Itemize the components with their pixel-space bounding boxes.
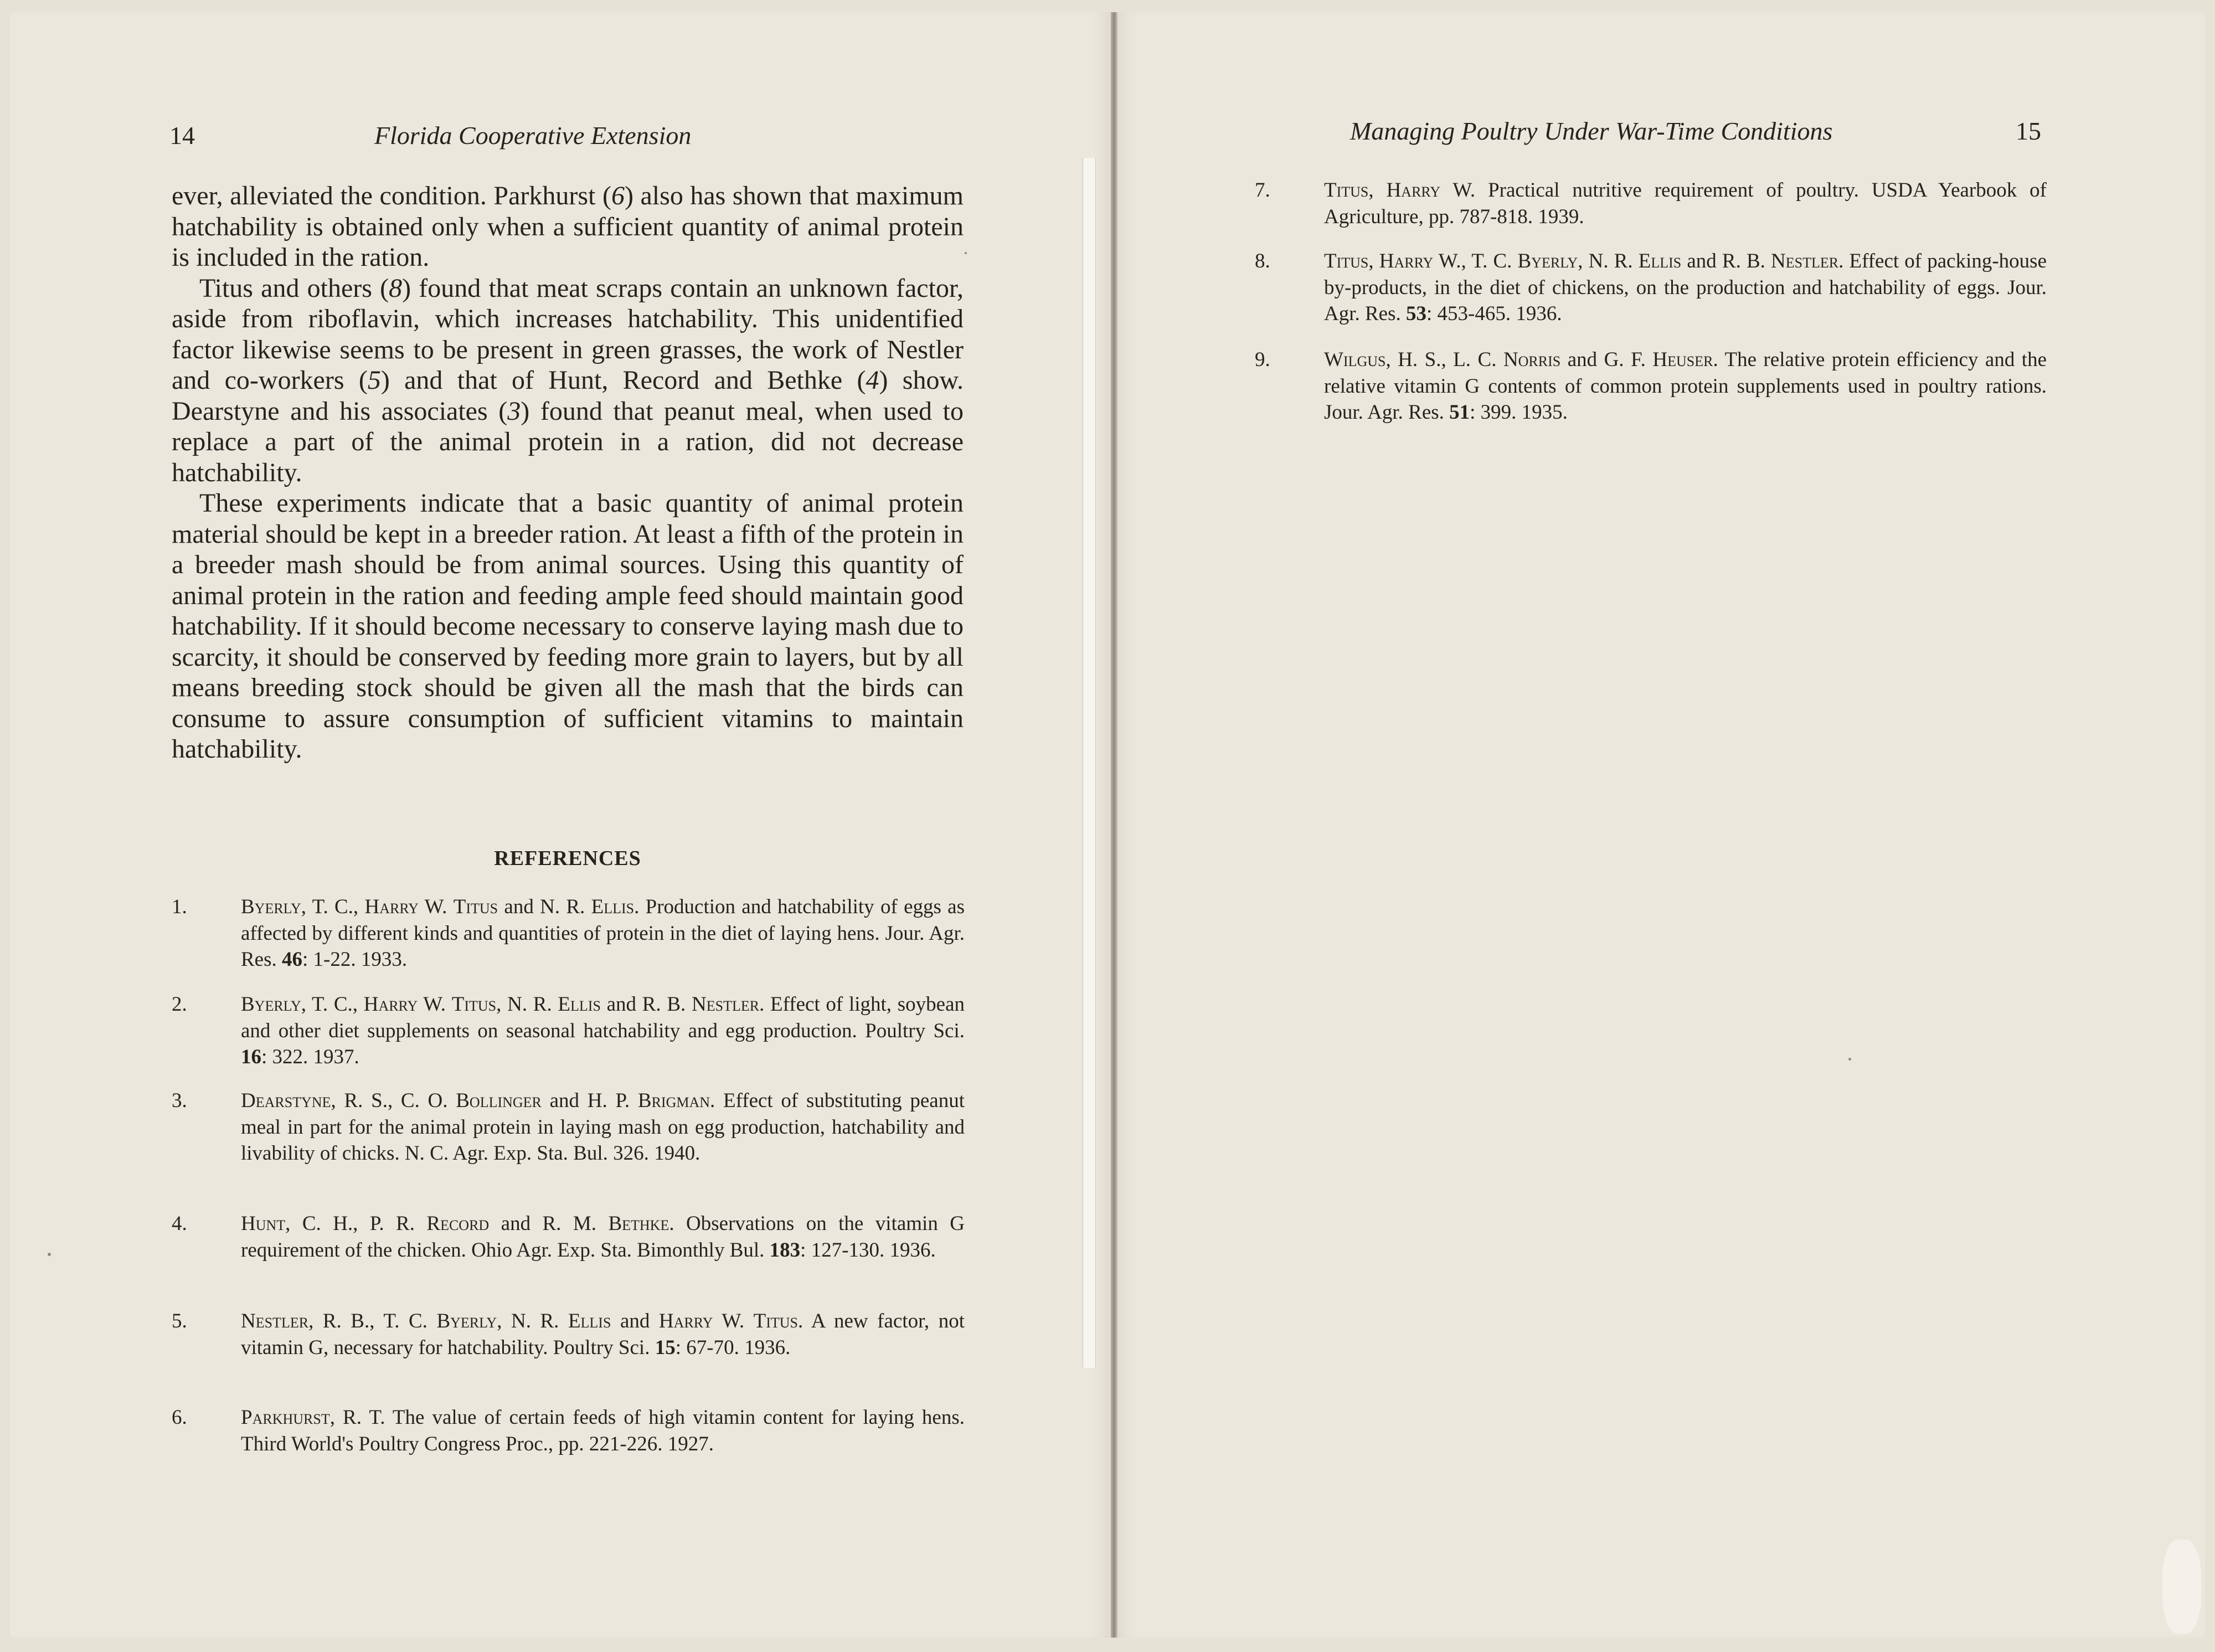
left-page-number: 14 [169,121,195,150]
text-run: , [1368,250,1379,272]
text-run: 16 [241,1046,261,1068]
text-run: : 399. 1935. [1470,401,1568,424]
references-heading: REFERENCES [494,847,641,870]
text-run: and G. F. [1560,348,1653,371]
text-run: ever, alleviated the condition. Parkhurst ( [172,181,611,210]
text-run: Titus [451,993,497,1016]
text-run: 183 [769,1238,801,1262]
reference-number: 8. [1255,250,1270,272]
text-run: Harry [1386,179,1441,202]
text-run: ) show. Dearstyne and his associates ( [172,366,964,426]
text-run: ) and that of Hunt, Record and Bethke ( [380,366,866,395]
text-run: 15 [655,1336,676,1359]
text-run: 8 [389,273,403,303]
reference-number: 5. [172,1310,187,1332]
body-paragraph [172,488,964,765]
text-run: 3 [507,396,521,426]
text-run: Titus [453,896,498,918]
reference-entry [1255,177,2047,230]
text-run: . Production and hatchability of eggs as affected by different kinds and quantities of protein in the diet of laying hens. Jour. Agr. Res. [241,896,965,971]
reference-entry [172,894,965,973]
body-paragraph [172,273,964,488]
text-run: : 1-22. 1933. [302,948,408,971]
reference-number: 6. [172,1406,187,1429]
text-run: Byerly [241,993,301,1016]
reference-number: 2. [172,993,187,1016]
reference-number: 4. [172,1212,187,1235]
text-run: Harry [364,896,419,918]
text-run: Brigman [637,1089,710,1112]
reference-entry [1255,347,2047,426]
text-run: W. Practical nutritive requirement of poultry. USDA Yearbook of Agriculture, pp. 787-818. 1939. [1324,179,2047,228]
text-run: Nestler [241,1310,309,1332]
text-run: . A new factor, not vitamin G, necessary for hatchability. Poultry Sci. [241,1310,965,1359]
text-run: and H. P. [541,1089,638,1112]
text-run: Wilgus [1324,348,1386,371]
reference-entry [172,1404,965,1457]
text-run: Bollinger [456,1089,542,1112]
text-run: Record [426,1212,490,1235]
text-run: , H. S., L. C. [1385,348,1503,371]
text-run: , R. S., C. O. [331,1089,456,1112]
text-run: . Effect of packing-house by-products, in the diet of chickens, on the production and hatchability of eggs. Jour. Agr. Res. [1324,250,2047,325]
left-running-title: Florida Cooperative Extension [374,121,692,150]
text-run: , R. B., T. C. [308,1310,437,1332]
text-run: Dearstyne [241,1089,331,1112]
text-run: , C. H., P. R. [285,1212,427,1235]
text-run: 6 [611,181,625,210]
text-run: . Effect of substituting peanut meal in part for the animal protein in laying mash on egg production, hatchability and livability of chicks. N. C. Agr. Exp. Sta. Bul. 326. 1940. [241,1089,965,1165]
text-run: , R. T. The value of certain feeds of high vitamin content for laying hens. Third World's Poultry Congress Proc., pp. 221-226. 1927. [241,1406,965,1455]
reference-number: 1. [172,896,187,918]
text-run: Ellis [591,896,635,918]
text-run: and N. R. [498,896,591,918]
text-run: 5 [367,366,381,395]
text-run: . Observations on the vitamin G requirement of the chicken. Ohio Agr. Exp. Sta. Bimonthly Bul. [241,1212,965,1262]
text-run: Harry [363,993,418,1016]
text-run: , [1368,179,1387,202]
text-run: Byerly [241,896,301,918]
text-run: ) found that peanut meal, when used to replace a part of the animal protein in a ration, did not decrease hatchability. [172,396,964,487]
text-run: Titus and others ( [199,273,389,303]
text-run: These experiments indicate that a basic quantity of animal protein material should be kept in a breeder ration. At least a fifth of the protein in a breeder mash should be from animal sources. Using this quantity of animal protein in the ration and feeding ample feed should maintain good hatchability. If it should become necessary to conserve laying mash due to scarcity, it should be conserved by feeding more grain to layers, but by all means breeding stock should be given all the mash that the birds can consume to assure consumption of sufficient vitamins to maintain hatchability. [172,488,964,764]
text-run: , N. R. [496,993,558,1016]
text-run: Titus [753,1310,799,1332]
text-run: : 453-465. 1936. [1426,302,1562,325]
text-run: W., T. C. [1433,250,1518,272]
text-run: Ellis [568,1310,611,1332]
text-run: Parkhurst [241,1406,330,1429]
text-run: : 322. 1937. [261,1046,359,1068]
paper-fleck [965,252,967,254]
text-run: Titus [1324,250,1369,272]
text-run: . The relative protein efficiency and the relative vitamin G contents of common protein supplements used in poultry rations. Jour. Agr. Res. [1324,348,2047,424]
text-run: 46 [282,948,302,971]
text-run: Heuser [1652,348,1713,371]
text-run: Bethke [608,1212,669,1235]
reference-number: 9. [1255,348,1270,371]
reference-entry [172,1088,965,1167]
text-run: Ellis [558,993,601,1016]
text-run: Hunt [241,1212,286,1235]
text-run: . Effect of light, soybean and other diet supplements on seasonal hatchability and egg production. Poultry Sci. [241,993,965,1042]
text-run: Harry [658,1310,713,1332]
text-run: Norris [1503,348,1561,371]
text-run: , T. C., [301,896,365,918]
text-run: and [611,1310,659,1332]
body-paragraph [172,181,964,273]
reference-entry [1255,248,2047,327]
text-run: W. [419,896,454,918]
text-run: Byerly [1517,250,1578,272]
reference-entry [172,991,965,1071]
text-run: 4 [866,366,879,395]
reference-entry [172,1308,965,1361]
right-page-number: 15 [2016,117,2041,145]
text-run: and R. B. [1681,250,1771,272]
text-run: ) found that meat scraps contain an unknown factor, aside from riboflavin, which increases hatchability. This unidentified factor likewise seems to be present in green grasses, the work of Nestler and co-workers ( [172,273,964,395]
text-run: W. [713,1310,754,1332]
text-run: : 67-70. 1936. [675,1336,791,1359]
reference-entry [172,1211,965,1263]
text-run: 51 [1449,401,1470,424]
torn-corner [2162,1540,2201,1634]
text-run: Ellis [1638,250,1682,272]
text-run: Byerly [436,1310,497,1332]
text-run: Nestler [1771,250,1839,272]
text-run: 53 [1406,302,1426,325]
text-run: Nestler [692,993,760,1016]
text-run: , T. C., [301,993,364,1016]
reference-number: 3. [172,1089,187,1112]
paper-fleck [1848,1058,1851,1061]
text-run: and R. B. [600,993,692,1016]
paper-fleck [48,1253,51,1256]
paper-strip [1083,158,1096,1368]
text-run: Harry [1379,250,1434,272]
text-run: and R. M. [489,1212,609,1235]
text-run: , N. R. [497,1310,568,1332]
right-running-title: Managing Poultry Under War-Time Conditions [1350,117,1833,145]
reference-number: 7. [1255,179,1270,202]
text-run: W. [418,993,452,1016]
text-run: Titus [1324,179,1369,202]
text-run: : 127-130. 1936. [800,1238,936,1262]
book-gutter [1111,12,1117,1638]
text-run: , N. R. [1578,250,1639,272]
left-body-text [172,181,964,765]
text-run: ) also has shown that maximum hatchability is obtained only when a sufficient quantity of animal protein is included in the ration. [172,181,964,272]
